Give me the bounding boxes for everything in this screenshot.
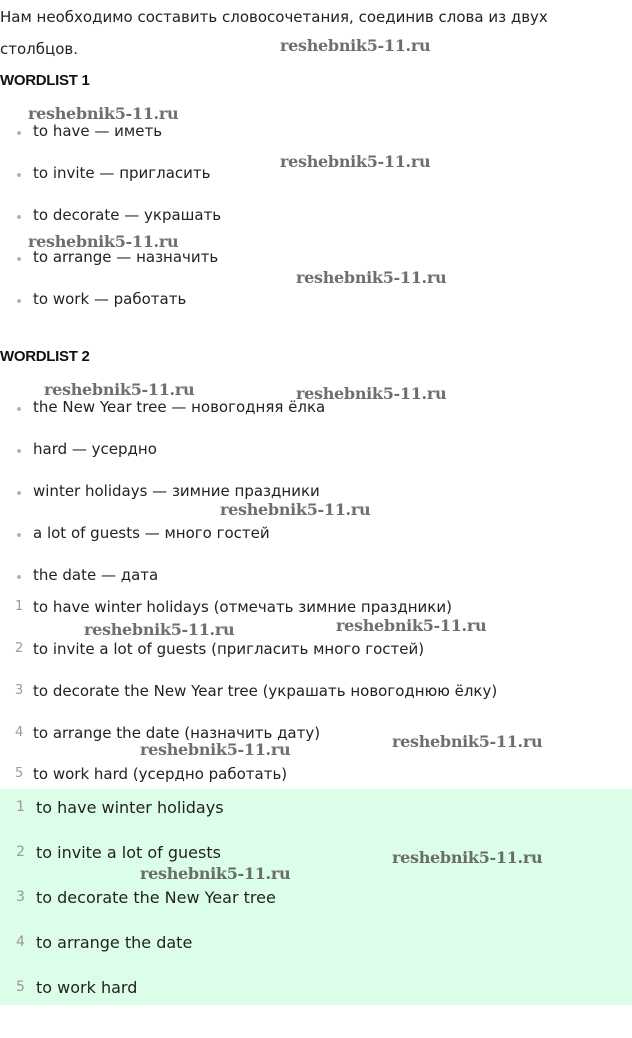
bullet-icon — [17, 533, 21, 537]
list-item: hard — усердно — [33, 440, 157, 458]
intro-line-2: столбцов. — [0, 40, 78, 58]
bullet-icon — [17, 491, 21, 495]
list-number: 1 — [16, 799, 25, 815]
bullet-icon — [17, 449, 21, 453]
list-item: to invite — пригласить — [33, 164, 211, 182]
list-item: to work hard (усердно работать) — [33, 765, 288, 783]
list-item: the New Year tree — новогодняя ёлка — [33, 398, 326, 416]
watermark: reshebnik5-11.ru — [392, 848, 543, 867]
watermark: reshebnik5-11.ru — [28, 232, 179, 251]
intro-line-1: Нам необходимо составить словосочетания, соединив слова из двух — [0, 8, 548, 26]
watermark: reshebnik5-11.ru — [296, 384, 447, 403]
bullet-icon — [17, 215, 21, 219]
watermark: reshebnik5-11.ru — [392, 732, 543, 751]
watermark: reshebnik5-11.ru — [140, 740, 291, 759]
list-number: 4 — [16, 934, 25, 950]
list-item: a lot of guests — много гостей — [33, 524, 270, 542]
list-number: 5 — [15, 766, 24, 781]
watermark: reshebnik5-11.ru — [336, 616, 487, 635]
list-item: to arrange — назначить — [33, 248, 219, 266]
watermark: reshebnik5-11.ru — [296, 268, 447, 287]
bullet-icon — [17, 257, 21, 261]
list-number: 2 — [15, 641, 24, 656]
list-item: to decorate the New Year tree (украшать новогоднюю ёлку) — [33, 682, 498, 700]
list-number: 2 — [16, 844, 25, 860]
watermark: reshebnik5-11.ru — [220, 500, 371, 519]
bullet-icon — [17, 407, 21, 411]
answer-item: to arrange the date — [36, 933, 193, 952]
watermark: reshebnik5-11.ru — [44, 380, 195, 399]
list-item: to decorate — украшать — [33, 206, 222, 224]
wordlist-2-heading: WORDLIST 2 — [0, 348, 90, 365]
list-number: 1 — [15, 599, 24, 614]
answer-item: to invite a lot of guests — [36, 843, 221, 862]
bullet-icon — [17, 299, 21, 303]
wordlist-1-heading: WORDLIST 1 — [0, 72, 90, 89]
watermark: reshebnik5-11.ru — [84, 620, 235, 639]
bullet-icon — [17, 131, 21, 135]
list-item: to work — работать — [33, 290, 187, 308]
answer-item: to work hard — [36, 978, 138, 997]
list-item: to have winter holidays (отмечать зимние праздники) — [33, 598, 452, 616]
list-item: the date — дата — [33, 566, 159, 584]
list-number: 5 — [16, 979, 25, 995]
watermark: reshebnik5-11.ru — [28, 104, 179, 123]
watermark: reshebnik5-11.ru — [140, 864, 291, 883]
list-number: 3 — [16, 889, 25, 905]
list-number: 3 — [15, 683, 24, 698]
list-item: to invite a lot of guests (пригласить много гостей) — [33, 640, 425, 658]
bullet-icon — [17, 173, 21, 177]
list-item: winter holidays — зимние праздники — [33, 482, 320, 500]
list-item: to arrange the date (назначить дату) — [33, 724, 321, 742]
answer-item: to decorate the New Year tree — [36, 888, 276, 907]
list-item: to have — иметь — [33, 122, 163, 140]
watermark: reshebnik5-11.ru — [280, 152, 431, 171]
bullet-icon — [17, 575, 21, 579]
list-number: 4 — [15, 725, 24, 740]
watermark: reshebnik5-11.ru — [280, 36, 431, 55]
answer-item: to have winter holidays — [36, 798, 224, 817]
